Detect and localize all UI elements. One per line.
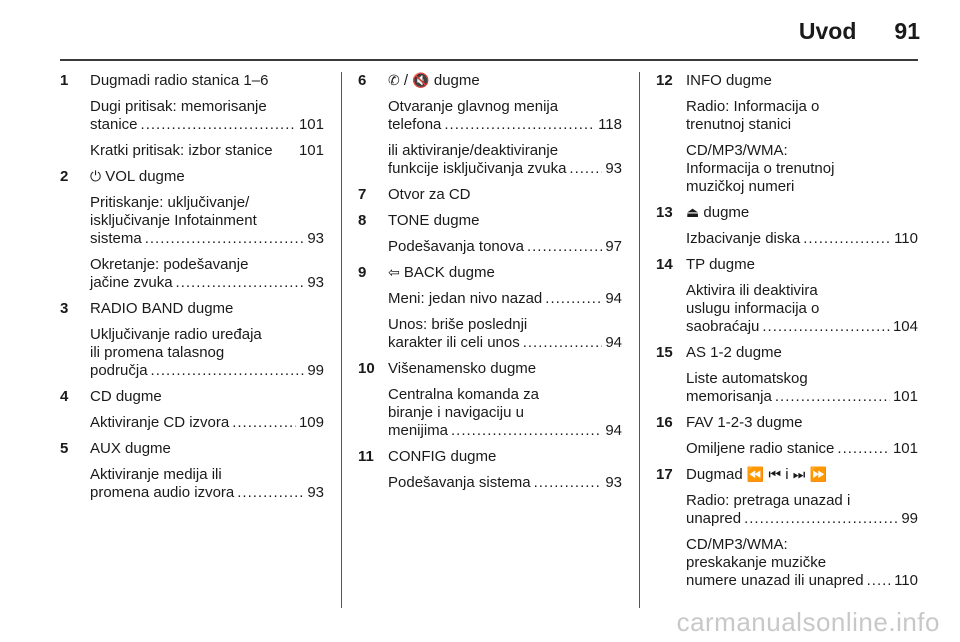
item-description [60,256,324,292]
ref-page: 109 [298,414,324,431]
page-ref[interactable] [90,116,324,134]
column-2 [358,72,622,500]
mute-icon: 🔇 [412,73,430,89]
item-title: CD dugme [90,388,162,405]
desc-line: CD/MP3/WMA: [686,142,788,159]
ref-page: 94 [605,334,622,351]
item-description [358,290,622,308]
ref-page: 110 [894,572,918,589]
desc-line: muzičkoj numeri [686,178,795,195]
item-title: Otvor za CD [388,186,471,203]
item-number: 15 [656,344,673,361]
ref-page: 94 [605,422,622,439]
page-ref[interactable] [388,290,622,308]
desc-line: Okretanje: podešavanje [90,256,249,273]
ref-page: 93 [307,484,324,501]
page-ref[interactable] [388,116,622,134]
leader-dots [867,572,891,590]
item-17 [656,466,918,484]
desc-line: Dugi pritisak: memorisanje [90,98,267,115]
item-13 [656,204,918,222]
leader-dots [775,388,890,406]
leader-dots [744,510,898,528]
column-divider-2 [639,72,640,608]
page-ref[interactable] [90,362,324,380]
item-title: Višenamensko dugme [388,360,537,377]
item-description [358,316,622,352]
item-description [60,466,324,502]
item-4 [60,388,324,406]
power-icon: ⏻ [90,169,102,185]
page-ref[interactable] [388,422,622,440]
item-16 [656,414,918,432]
page-ref[interactable] [90,142,324,160]
desc-line: CD/MP3/WMA: [686,536,788,553]
item-title: AS 1-2 dugme [686,344,782,361]
next-track-icon: ⏭ [792,467,806,483]
item-7 [358,186,622,204]
ref-label: Podešavanja tonova [388,238,524,255]
eject-icon: ⏏ [686,205,700,221]
item-description [358,142,622,178]
ref-label: jačine zvuka [90,274,173,291]
item-description [60,194,324,248]
leader-dots [232,414,296,432]
ref-page: 101 [298,142,324,159]
desc-line: Aktiviranje medija ili [90,466,222,483]
item-description [656,230,918,248]
ref-label: Izbacivanje diska [686,230,801,247]
leader-dots [237,484,304,502]
desc-line: Radio: Informacija o [686,98,820,115]
desc-line: Pritiskanje: uključivanje/ [90,194,250,211]
item-number: 9 [358,264,367,281]
item-description [358,98,622,134]
item-description [60,98,324,134]
ref-page: 93 [307,274,324,291]
ref-label: Kratki pritisak: izbor stanice [90,142,273,159]
title-text: BACK dugme [403,264,495,281]
page-ref[interactable] [90,230,324,248]
page-ref[interactable] [686,510,918,528]
item-title [686,204,918,222]
leader-dots [837,440,890,458]
item-number: 3 [60,300,69,317]
rewind-icon: ⏪ [746,467,765,483]
item-title: TP dugme [686,256,755,273]
leader-dots [569,160,602,178]
desc-line: Aktivira ili deaktivira [686,282,818,299]
ref-label: menijima [388,422,449,439]
column-3 [656,72,918,598]
page-ref[interactable] [686,318,918,336]
item-title: ✆ / 🔇 dugme [388,72,480,89]
item-number: 12 [656,72,673,89]
item-8 [358,212,622,230]
ref-page: 93 [307,230,324,247]
page-ref[interactable] [90,484,324,502]
desc-line: Otvaranje glavnog menija [388,98,559,115]
ref-page: 99 [901,510,918,527]
item-description [60,326,324,380]
item-description [60,414,324,432]
leader-dots [451,422,602,440]
item-number: 11 [358,448,374,465]
leader-dots [523,334,603,352]
desc-line: Liste automatskog [686,370,808,387]
leader-dots [145,230,305,248]
ref-label: promena audio izvora [90,484,235,501]
item-number: 13 [656,204,673,221]
title-text: dugme [433,72,480,89]
page-ref[interactable] [388,474,622,492]
title-text: Dugmad [686,466,743,483]
leader-dots [545,290,602,308]
item-title [388,264,622,282]
back-arrow-icon: ⇦ [388,265,400,281]
item-number: 5 [60,440,69,457]
ref-label: Aktiviranje CD izvora [90,414,230,431]
watermark: carmanualsonline.info [676,607,940,637]
item-5 [60,440,324,458]
item-number: 7 [358,186,367,203]
item-description [358,474,622,492]
ref-label: saobraćaju [686,318,760,335]
item-number: 16 [656,414,673,431]
item-number: 8 [358,212,367,229]
item-title [686,466,918,484]
item-title: CONFIG dugme [388,448,497,465]
page-ref[interactable] [388,334,622,352]
phone-icon: ✆ [388,73,400,89]
item-number: 17 [656,466,673,483]
ref-page: 101 [298,116,324,133]
leader-dots [176,274,305,292]
item-description [358,386,622,440]
item-description [656,492,918,528]
item-title: Dugmadi radio stanica 1–6 [90,72,269,89]
item-6 [358,72,622,90]
column-1 [60,72,324,510]
previous-track-icon: ⏮ [768,467,782,483]
ref-label: Meni: jedan nivo nazad [388,290,543,307]
item-title: RADIO BAND dugme [90,300,234,317]
ref-label: Omiljene radio stanice [686,440,835,457]
desc-line: ili aktiviranje/deaktiviranje [388,142,559,159]
item-3 [60,300,324,318]
item-10 [358,360,622,378]
ref-label: sistema [90,230,142,247]
page-ref[interactable] [686,230,918,248]
page-header [799,18,920,45]
title-text: dugme [703,204,750,221]
item-description [656,536,918,590]
desc-line: isključivanje Infotainment [90,212,257,229]
leader-dots [444,116,595,134]
ref-label: funkcije isključivanja zvuka [388,160,567,177]
ref-page: 110 [894,230,918,247]
ref-page: 118 [598,116,622,133]
item-9 [358,264,622,282]
desc-line: ili promena talasnog [90,344,225,361]
item-number: 2 [60,168,69,185]
section-title: Uvod [798,18,857,44]
ref-page: 94 [605,290,622,307]
item-description [656,370,918,406]
ref-label: unapred [686,510,742,527]
ref-page: 93 [605,474,622,491]
page-ref[interactable] [686,388,918,406]
item-number: 14 [656,256,673,273]
page-ref[interactable] [388,238,622,256]
ref-page: 97 [605,238,622,255]
leader-dots [534,474,603,492]
item-14 [656,256,918,274]
ref-label: Podešavanja sistema [388,474,531,491]
ref-label: telefona [388,116,442,133]
ref-label: numere unazad ili unapred [686,572,864,589]
item-title [90,168,324,186]
desc-line: Uključivanje radio uređaja [90,326,262,343]
leader-dots [151,362,305,380]
page-number: 91 [894,18,920,44]
item-description [656,98,918,134]
leader-dots [141,116,296,134]
desc-line: Informacija o trenutnoj [686,160,835,177]
item-title: TONE dugme [388,212,480,229]
item-title: INFO dugme [686,72,772,89]
title-text: VOL dugme [105,168,185,185]
item-15 [656,344,918,362]
desc-line: preskakanje muzičke [686,554,827,571]
ref-label: područja [90,362,148,379]
page-ref[interactable] [686,440,918,458]
desc-line: Centralna komanda za [388,386,539,403]
item-2 [60,168,324,186]
fast-forward-icon: ⏩ [809,467,827,483]
item-title: FAV 1-2-3 dugme [686,414,803,431]
header-divider [60,59,918,61]
item-11 [358,448,622,466]
page-ref[interactable] [90,274,324,292]
leader-dots [762,318,890,336]
page-ref[interactable] [686,572,918,590]
item-number: 4 [60,388,69,405]
column-divider-1 [341,72,342,608]
ref-label: stanice [90,116,138,133]
desc-line: Unos: briše poslednji [388,316,528,333]
item-description [656,282,918,336]
ref-page: 104 [892,318,918,335]
item-number: 1 [60,72,69,89]
desc-line: trenutnoj stanici [686,116,792,133]
item-description [656,142,918,196]
item-description [358,238,622,256]
item-description [656,440,918,458]
desc-line: biranje i navigaciju u [388,404,524,421]
ref-label: karakter ili celi unos [388,334,520,351]
ref-page: 93 [605,160,622,177]
item-number: 10 [358,360,375,377]
ref-page: 99 [307,362,324,379]
ref-label: memorisanja [686,388,772,405]
item-1 [60,72,324,90]
page-ref[interactable] [90,414,324,432]
title-conjunction: i [785,466,789,483]
leader-dots [527,238,602,256]
leader-dots [803,230,891,248]
desc-line: Radio: pretraga unazad i [686,492,851,509]
item-title: AUX dugme [90,440,171,457]
item-12 [656,72,918,90]
item-number: 6 [358,72,367,89]
ref-page: 101 [892,388,918,405]
desc-line: uslugu informacija o [686,300,820,317]
ref-page: 101 [892,440,918,457]
item-description [60,142,324,160]
page-ref[interactable] [388,160,622,178]
